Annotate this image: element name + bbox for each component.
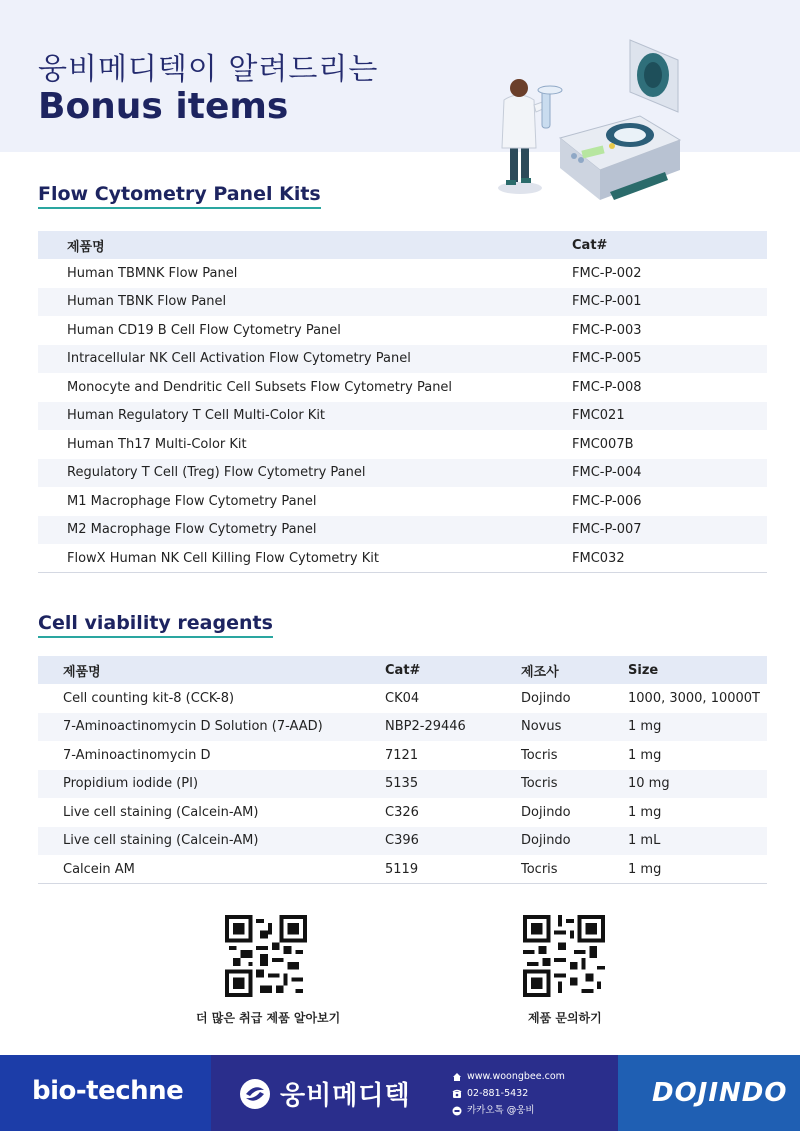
home-icon	[452, 1072, 462, 1082]
table-row	[38, 798, 767, 827]
cat-number: FMC-P-001	[572, 288, 767, 317]
product-name: Calcein AM	[38, 855, 385, 884]
manufacturer: Dojindo	[521, 804, 571, 820]
cat-number: FMC-P-003	[572, 322, 642, 338]
table-row	[38, 316, 767, 345]
woongbee-logo-text: 웅비메디텍	[280, 1081, 411, 1111]
inquiry-qr-label: 제품 문의하기	[528, 1011, 602, 1025]
kakao-id[interactable]: 카카오톡 @웅비	[467, 1105, 535, 1116]
product-name: Live cell staining (Calcein-AM)	[63, 804, 259, 820]
cat-number: FMC-P-006	[572, 493, 642, 509]
manufacturer: Novus	[521, 713, 628, 742]
manufacturer: Tocris	[521, 747, 558, 763]
table-row	[38, 345, 767, 374]
product-name: Cell counting kit-8 (CCK-8)	[63, 690, 235, 706]
kakao-talk-icon	[452, 1106, 462, 1116]
product-name: Human Th17 Multi-Color Kit	[67, 436, 247, 452]
dojindo-logo: DOJINDO	[652, 1078, 788, 1108]
column-header-product: 제품명	[38, 656, 385, 684]
table-row	[38, 402, 767, 431]
table-header-row	[38, 656, 767, 684]
product-name: Regulatory T Cell (Treg) Flow Cytometry Panel	[38, 459, 572, 488]
size: 1 mg	[628, 804, 662, 820]
size: 1000, 3000, 10000T	[628, 690, 760, 706]
size: 1 mg	[628, 855, 767, 884]
product-name: Monocyte and Dendritic Cell Subsets Flow Cytometry Panel	[67, 379, 453, 395]
viability-section-title: Cell viability reagents	[38, 612, 273, 638]
column-header-maker: 제조사	[521, 656, 628, 684]
inquiry-qr-code[interactable]	[523, 915, 605, 997]
footer	[0, 1055, 800, 1131]
woongbee-emblem-icon	[238, 1077, 272, 1111]
table-header-row	[38, 231, 767, 259]
cat-number: FMC-P-002	[572, 265, 642, 281]
table-row	[38, 459, 767, 488]
table-row	[38, 288, 767, 317]
manufacturer: Tocris	[521, 855, 628, 884]
viability-table	[38, 656, 767, 884]
product-name: 7-Aminoactinomycin D	[63, 747, 211, 763]
cat-number: FMC-P-007	[572, 516, 767, 545]
product-name: Live cell staining (Calcein-AM)	[38, 827, 385, 856]
column-header-cat: Cat#	[572, 231, 767, 259]
product-name: M2 Macrophage Flow Cytometry Panel	[38, 516, 572, 545]
products-qr-code[interactable]	[225, 915, 307, 997]
column-header-cat: Cat#	[385, 656, 521, 684]
website-link[interactable]: www.woongbee.com	[467, 1071, 565, 1082]
column-header-size: Size	[628, 656, 767, 684]
cat-number: 7121	[385, 747, 419, 763]
cat-number: FMC-P-008	[572, 379, 642, 395]
products-qr-label: 더 많은 취급 제품 알아보기	[196, 1011, 341, 1025]
cat-number: 5119	[385, 855, 521, 884]
cat-number: C396	[385, 827, 521, 856]
product-name: 7-Aminoactinomycin D Solution (7-AAD)	[38, 713, 385, 742]
table-row	[38, 487, 767, 516]
cat-number: C326	[385, 804, 419, 820]
scientist-centrifuge-illustration	[490, 30, 690, 205]
cat-number: FMC-P-004	[572, 459, 767, 488]
product-name: Human TBMNK Flow Panel	[67, 265, 238, 281]
phone-icon	[452, 1089, 462, 1099]
contact-info	[452, 1068, 565, 1119]
header-subtitle: 웅비메디텍이 알려드리는	[38, 52, 379, 87]
table-row	[38, 259, 767, 288]
table-row	[38, 684, 767, 713]
page-title: Bonus items	[38, 86, 289, 127]
table-row	[38, 770, 767, 799]
biotechne-logo: bio-techne	[32, 1076, 184, 1106]
manufacturer: Dojindo	[521, 827, 628, 856]
cat-number: FMC021	[572, 402, 767, 431]
table-row	[38, 827, 767, 856]
table-row	[38, 741, 767, 770]
cat-number: FMC-P-005	[572, 345, 767, 374]
size: 1 mg	[628, 747, 662, 763]
flow-kits-table	[38, 231, 767, 573]
table-row	[38, 855, 767, 884]
table-row	[38, 373, 767, 402]
column-header-product: 제품명	[38, 231, 572, 259]
flow-section-title: Flow Cytometry Panel Kits	[38, 183, 321, 209]
product-name: Human TBNK Flow Panel	[38, 288, 572, 317]
cat-number: CK04	[385, 690, 420, 706]
cat-number: NBP2-29446	[385, 713, 521, 742]
size: 1 mg	[628, 713, 767, 742]
phone-number[interactable]: 02-881-5432	[467, 1088, 529, 1099]
product-name: Human CD19 B Cell Flow Cytometry Panel	[67, 322, 341, 338]
table-row	[38, 713, 767, 742]
table-row	[38, 430, 767, 459]
footer-dojindo-panel	[618, 1055, 800, 1131]
product-name: Propidium iodide (PI)	[38, 770, 385, 799]
woongbee-logo	[238, 1075, 411, 1112]
cat-number: FMC032	[572, 544, 767, 573]
kakao-row[interactable]	[452, 1102, 565, 1119]
product-name: M1 Macrophage Flow Cytometry Panel	[67, 493, 317, 509]
product-name: Intracellular NK Cell Activation Flow Cytometry Panel	[38, 345, 572, 374]
manufacturer: Tocris	[521, 770, 628, 799]
cat-number: FMC007B	[572, 436, 634, 452]
size: 1 mL	[628, 827, 767, 856]
phone-row[interactable]	[452, 1085, 565, 1102]
product-name: Human Regulatory T Cell Multi-Color Kit	[38, 402, 572, 431]
cat-number: 5135	[385, 770, 521, 799]
size: 10 mg	[628, 770, 767, 799]
table-row	[38, 516, 767, 545]
table-row	[38, 544, 767, 573]
manufacturer: Dojindo	[521, 690, 571, 706]
website-row[interactable]	[452, 1068, 565, 1085]
product-name: FlowX Human NK Cell Killing Flow Cytometry Kit	[38, 544, 572, 573]
footer-biotechne-panel	[0, 1055, 211, 1131]
